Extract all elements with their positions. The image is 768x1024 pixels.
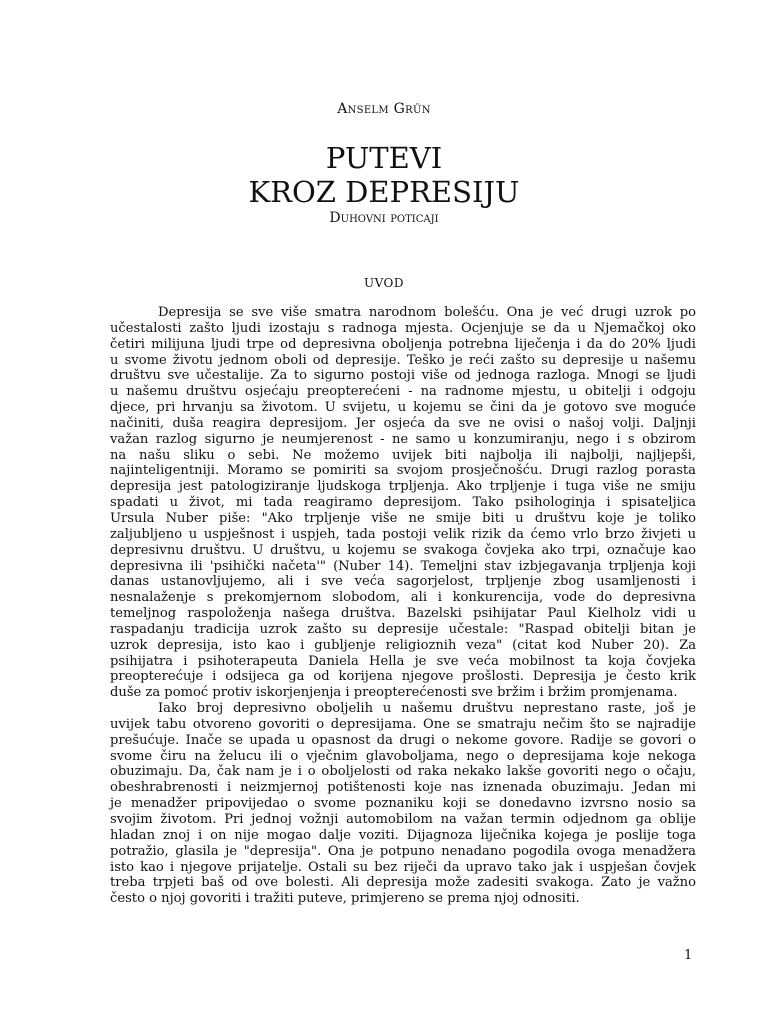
author-name: Anselm Grün xyxy=(337,101,431,117)
text-line: Ursula Nuber piše: "Ako trpljenje više ne smije biti u društvu koje je toliko xyxy=(110,510,696,526)
text-line: duše za pomoć protiv iskorjenjenja i preopterećenosti sve bržim i bržim promjenama. xyxy=(110,685,678,701)
text-line: preopterećuje i odsijeca ga od korijena njegove prošlosti. Depresija je često krik xyxy=(110,669,696,685)
text-line: najinteligentniji. Moramo se pomiriti sa svojom prosječnošću. Drugi razlog porasta xyxy=(110,463,696,479)
text-line: učestalosti zašto ljudi izostaju s radnoga mjesta. Ocjenjuje se da u Njemačkoj oko xyxy=(110,320,696,336)
text-line: zaljubljeno u uspješnost i uspjeh, tada postoji velik rizik da ćemo vrlo brzo živjeti u xyxy=(110,526,696,542)
text-line: danas ustanovljujemo, ali i sve veća sagorjelost, trpljenje zbog usamljenosti i xyxy=(110,574,696,590)
text-line: na našu sliku o sebi. Ne možemo uvijek biti najbolja ili najbolji, najljepši, xyxy=(110,447,696,463)
text-line: društvu sve učestalije. Za to sigurno postoji više od jednoga razloga. Mnogi se ljudi xyxy=(110,368,696,384)
book-subtitle: Duhovni poticaji xyxy=(329,210,439,226)
text-line: načiniti, duša reagira depresijom. Jer osjeća da sve ne ovisi o našoj volji. Daljnji xyxy=(110,415,696,431)
text-line: depresivna ili 'psihički načeta'" (Nuber 14). Temeljni stav izbjegavanja trpljenja koji xyxy=(110,558,696,574)
text-line: obuzimaju. Da, čak nam je i o oboljelosti od raka nekako lakše govoriti nego o očaju, xyxy=(110,764,696,780)
text-line: Iako broj depresivno oboljelih u našemu društvu neprestano raste, još je xyxy=(158,701,696,717)
paragraph-1 xyxy=(110,305,696,701)
text-line: nesnalaženje s prekomjernom slobodom, ali i konkurencija, vode do depresivna xyxy=(110,590,696,606)
text-line: hladan znoj i on nije mogao dalje voziti. Dijagnoza liječnika kojega je poslije toga xyxy=(110,827,696,843)
text-line: u svome životu jednom oboli od depresije. Teško je reći zašto su depresije u našemu xyxy=(110,352,696,368)
text-line: svome čiru na želucu ili o vječnim glavoboljama, nego o depresijama koje nekoga xyxy=(110,748,696,764)
page-number: 1 xyxy=(684,948,693,963)
text-line: temeljnog raspoloženja našega društva. Bazelski psihijatar Paul Kielholz vidi u xyxy=(110,606,696,622)
title-line-2: KROZ DEPRESIJU xyxy=(248,175,520,209)
paragraph-2 xyxy=(110,701,696,907)
text-line: je menadžer pripovijedao o svome poznaniku koji se donedavno izvrsno nosio sa xyxy=(110,796,696,812)
title-line-1: PUTEVI xyxy=(325,141,443,175)
text-line: prešućuje. Inače se upada u opasnost da drugi o nekome govore. Radije se govori o xyxy=(110,732,696,748)
text-line: raspadanju tradicija uzrok zašto su depresije učestale: "Raspad obitelji bitan je xyxy=(110,621,696,637)
section-heading: UVOD xyxy=(363,276,405,290)
text-line: često o njoj govoriti i tražiti puteve, primjereno se prema njoj odnositi. xyxy=(110,891,580,907)
book-title xyxy=(0,141,768,209)
text-line: u našemu društvu osjećaju preopterećeni - na radnome mjestu, u obitelji i odgoju xyxy=(110,384,696,400)
text-line: važan razlog sigurno je neumjerenost - ne samo u konzumiranju, nego i s obzirom xyxy=(110,431,696,447)
text-line: potražio, glasila je "depresija". Ona je potpuno nenadano pogodila ovoga menadžera xyxy=(110,843,696,859)
text-line: depresivnu društvu. U društvu, u kojemu se svakoga čovjeka ako trpi, označuje kao xyxy=(110,542,696,558)
text-line: obeshrabrenosti i neizmjernoj potištenosti koje nas iznenada obuzimaju. Jedan mi xyxy=(110,780,696,796)
text-line: spadati u život, mi tada reagiramo depresijom. Tako psihologinja i spisateljica xyxy=(110,495,696,511)
text-line: depresija jest patologiziranje ljudskoga trpljenja. Ako trpljenje i tuga više ne smiju xyxy=(110,479,696,495)
text-line: uvijek tabu otvoreno govoriti o depresijama. One se smatraju nečim što se najradije xyxy=(110,716,696,732)
text-line: isto kao i njegove prijatelje. Ostali su bez riječi da upravo tako jak i uspješan čovjek xyxy=(110,859,696,875)
text-line: djece, pri hrvanju sa životom. U svijetu, u kojemu se čini da je gotovo sve moguće xyxy=(110,400,696,416)
text-line: psihijatra i psihoterapeuta Daniela Hella je sve veća mobilnost ta koja čovjeka xyxy=(110,653,696,669)
text-line: četiri milijuna ljudi trpe od depresivna oboljenja potrebna liječenja i da do 20% ljudi xyxy=(110,336,696,352)
text-line: treba trpjeti baš od ove bolesti. Ali depresija može zadesiti svakoga. Zato je važno xyxy=(110,875,696,891)
body-text xyxy=(110,305,696,907)
text-line: svojim životom. Pri jednoj vožnji automobilom na važan termin odjednom ga oblije xyxy=(110,812,696,827)
text-line: uzrok depresija, isto kao i gubljenje religioznih veza" (citat kod Nuber 20). Za xyxy=(110,637,696,653)
text-line: Depresija se sve više smatra narodnom bolešću. Ona je već drugi uzrok po xyxy=(158,305,696,320)
